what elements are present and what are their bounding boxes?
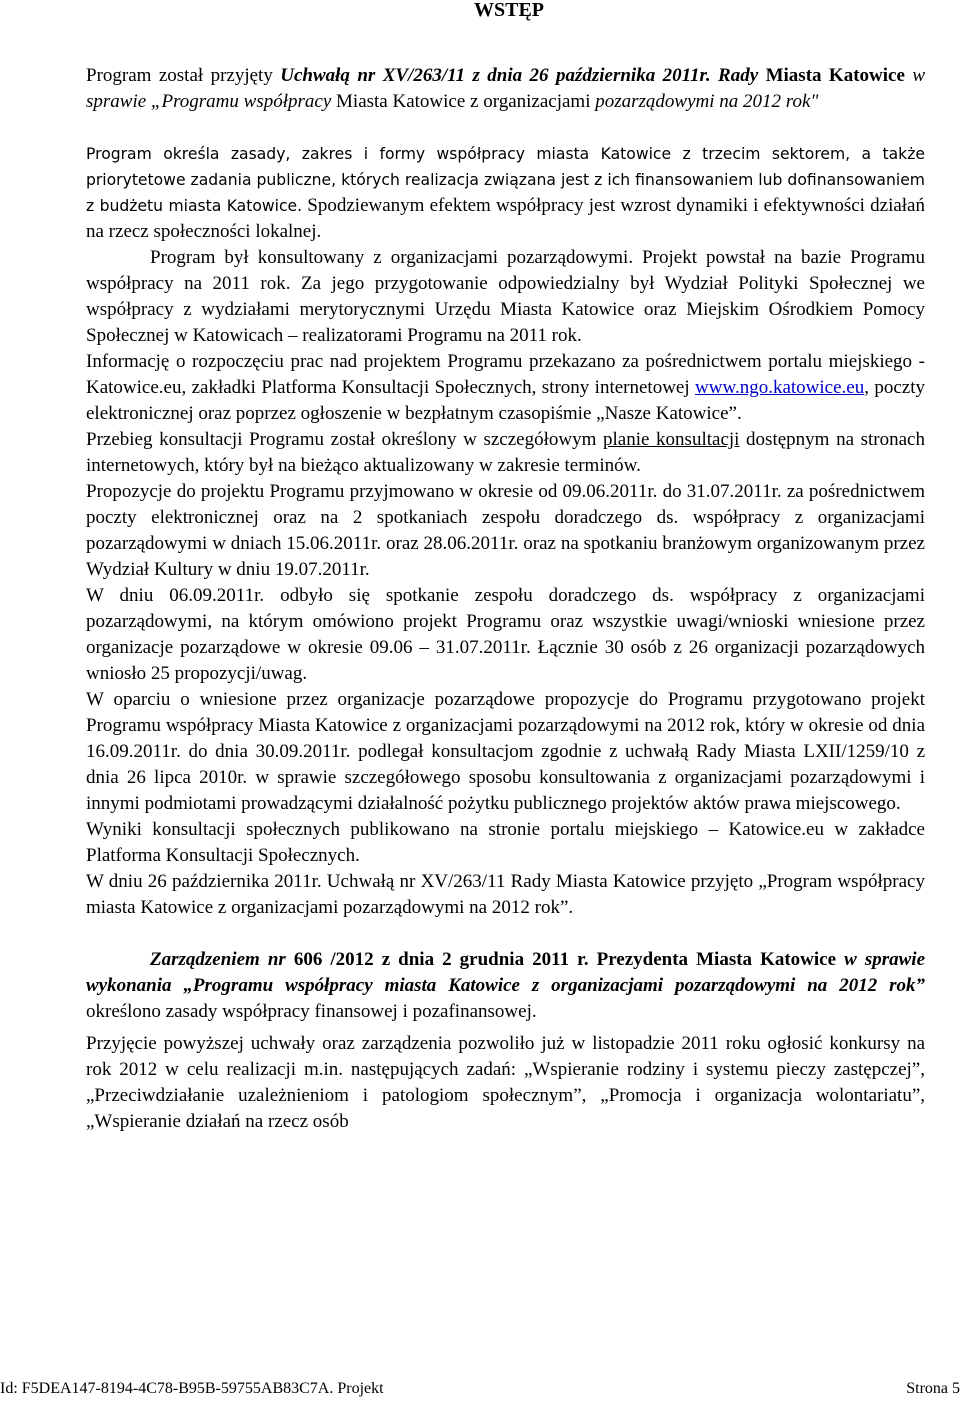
text: Zarządzeniem nr	[150, 949, 286, 970]
text: 606 /2012 z dnia 2 grudnia 2011 r. Prezydenta Miasta Katowice	[285, 949, 845, 970]
text: Spodziewanym efektem współpracy jest wzrost dynamiki i efektywności działań na rzecz społeczności lokalnej.	[86, 195, 925, 242]
paragraph-meeting: W dniu 06.09.2011r. odbyło się spotkanie zespołu doradczego ds. współpracy z organizacjami pozarządowymi, na którym omówiono projekt Programu oraz wszystkie uwagi/wnioski wniesione przez organizacje pozarządowe w okresie 09.06 – 31.07.2011r. Łącznie 30 osób z 26 organizacji pozarządowych wniosło 25 propozycji/uwag.	[86, 585, 925, 684]
paragraph-ordinance	[86, 947, 925, 1025]
text: Miasta Katowice	[758, 65, 913, 86]
consultation-plan-link[interactable]: planie konsultacji	[603, 429, 740, 450]
text: pozarządowymi na 2012 rok"	[595, 91, 819, 112]
paragraph-proposals: Propozycje do projektu Programu przyjmowano w okresie od 09.06.2011r. do 31.07.2011r. za pośrednictwem poczty elektronicznej oraz na 2 spotkaniach zespołu doradczego ds. współpracy z organizacjami pozarządowymi w dniach 15.06.2011r. oraz 28.06.2011r. oraz na spotkaniu branżowym organizowanym przez Wydział Kultury w dniu 19.07.2011r.	[86, 481, 925, 580]
text: Miasta Katowice z organizacjami	[331, 91, 596, 112]
text: Przebieg konsultacji Programu został określony w szczegółowym	[86, 429, 604, 450]
document-id: Id: F5DEA147-8194-4C78-B95B-59755AB83C7A. Projekt	[0, 1380, 384, 1397]
paragraph-consultation	[86, 245, 925, 349]
paragraph-resolution: W dniu 26 października 2011r. Uchwałą nr XV/263/11 Rady Miasta Katowice przyjęto „Program współpracy miasta Katowice z organizacjami pozarządowymi na 2012 rok”.	[86, 871, 925, 918]
text: Projekt powstał na bazie Programu współpracy na 2011 rok.	[86, 247, 926, 294]
text: w sprawie wykonania „Programu współpracy miasta Katowice z organizacjami pozarządowymi na 2012 rok”	[86, 949, 925, 996]
text: Za jego przygotowanie odpowiedzialny był Wydział Polityki Społecznej we współpracy z wydziałami merytorycznymi Urzędu Miasta Katowice oraz Miejskim Ośrodkiem Pomocy Społecznej w Katowicach – realizatorami Programu na 2011 rok.	[86, 273, 925, 346]
document-body	[86, 63, 925, 1135]
paragraph-results: Wyniki konsultacji społecznych publikowano na stronie portalu miejskiego – Katowice.eu w zakładce Platforma Konsultacji Społecznych.	[86, 819, 925, 866]
text: w sprawie „Programu współpracy	[86, 65, 926, 112]
paragraph-information	[86, 349, 925, 427]
text: Informację o rozpoczęciu prac nad projektem Programu przekazano za pośrednictwem portalu miejskiego - Katowice.eu, zakładki Platforma Konsultacji Społecznych, strony internetowej	[86, 351, 925, 398]
text: dostępnym na stronach internetowych, który był na bieżąco aktualizowany w zakresie terminów.	[86, 429, 925, 476]
text: określono zasady współpracy finansowej i pozafinansowej.	[86, 1001, 537, 1022]
page-number: Strona 5	[906, 1380, 960, 1397]
page-title: WSTĘP	[473, 0, 545, 21]
text: Program został przyjęty	[86, 65, 281, 86]
paragraph-contests: Przyjęcie powyższej uchwały oraz zarządzenia pozwoliło już w listopadzie 2011 roku ogłosić konkursy na rok 2012 w celu realizacji m.in. następujących zadań: „Wspieranie rodziny i systemu pieczy zastępczej”, „Przeciwdziałanie uzależnieniom i patologiom społecznym”, „Promocja i organizacja wolontariatu”, „Wspieranie działań na rzecz osób	[86, 1033, 925, 1132]
text: Program określa zasady, zakres i formy współpracy miasta Katowice z trzecim sektorem, a także priorytetowe zadania publiczne, których realizacja związana jest z ich finansowaniem lub dofinansowaniem z budżetu miasta Katowice.	[86, 145, 925, 215]
paragraph-scope	[86, 141, 925, 245]
paragraph-adoption	[86, 63, 925, 115]
text: Program był konsultowany z organizacjami pozarządowymi.	[150, 247, 634, 268]
ngo-website-link[interactable]: www.ngo.katowice.eu	[695, 377, 865, 398]
resolution-ref: Uchwałą nr XV/263/11 z dnia 26 października 2011r. Rady	[280, 65, 759, 86]
paragraph-draft: W oparciu o wniesione przez organizacje pozarządowe propozycje do Programu przygotowano projekt Programu współpracy Miasta Katowice z organizacjami pozarządowymi na 2012 rok, który w okresie od dnia 16.09.2011r. do dnia 30.09.2011r. podlegał konsultacjom zgodnie z uchwałą Rady Miasta LXII/1259/10 z dnia 26 lipca 2010r. w sprawie szczegółowego sposobu konsultowania z organizacjami pozarządowymi i innymi podmiotami prowadzącymi działalność pożytku publicznego projektów aktów prawa miejscowego.	[86, 689, 925, 814]
text: , poczty elektronicznej oraz poprzez ogłoszenie w bezpłatnym czasopiśmie „Nasze Katowice”.	[86, 377, 925, 424]
paragraph-plan	[86, 427, 925, 479]
